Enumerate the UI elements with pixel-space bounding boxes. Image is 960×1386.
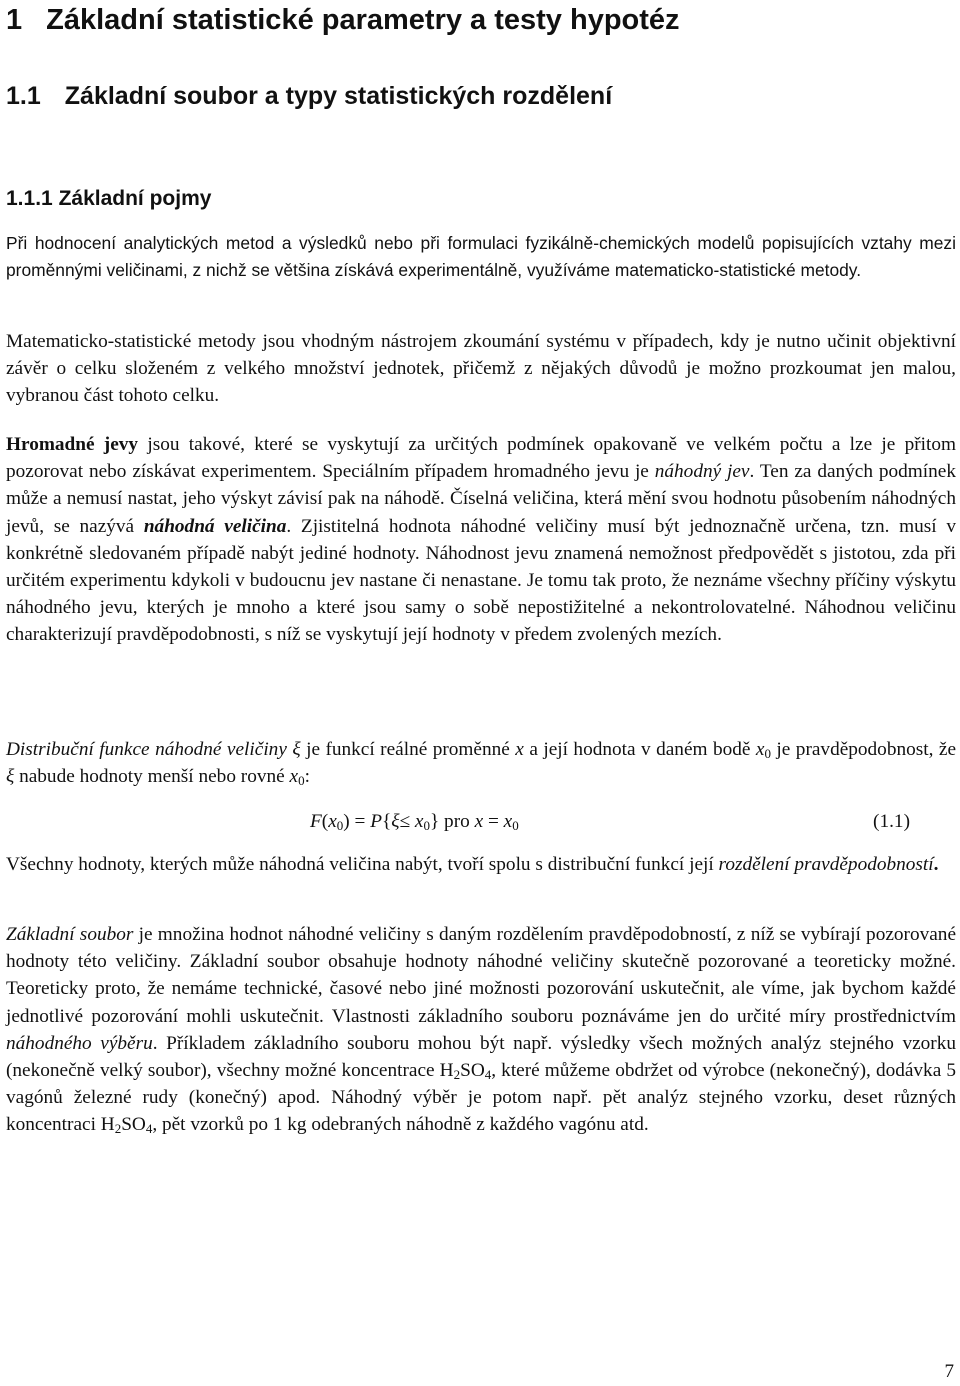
paragraph-probability-distribution — [6, 851, 956, 878]
eq-symbol: ξ — [391, 811, 400, 832]
eq-symbol: x — [414, 811, 424, 832]
paragraph-text: , které můžeme obdržet od výrobce (nekonečný), dodávka 5 vagónů železné rudy (konečný) apod. Náhodný výběr je potom např. pět analýz stejného vzorku, deset různých koncentraci — [6, 1060, 956, 1136]
paragraph-text: a její hodnota v daném bodě — [523, 739, 756, 760]
subscript: 0 — [764, 746, 771, 761]
subsection-title: Základní pojmy — [58, 187, 212, 210]
page-number: 7 — [944, 1361, 954, 1382]
variable-x0: x — [755, 739, 765, 760]
paragraph-text: jsou takové, které se vyskytují za určitých podmínek opakovaně ve velkém počtu a lze je přitom pozorovat nebo získávat experimentem. Speciálním případem hromadného jevu je — [6, 434, 956, 483]
paragraph-text: je množina hodnot náhodné veličiny s daným rozdělením pravděpodobností, z níž se vybírají pozorované hodnoty této veličiny. Základní soubor obsahuje hodnoty náhodné veličiny skutečně pozorované a teoreticky možné. Teoreticky proto, že nemáme technické, časové nebo jiné možnosti pozorování uskutečnit, ale víme, jak bychom každé jednotlivé pozorování mohli uskutečnit. Vlastnosti základního souboru poznáváme jen do určité míry prostřednictvím — [6, 924, 956, 1027]
eq-symbol: } pro — [429, 811, 475, 832]
eq-symbol: ) = — [343, 811, 371, 832]
subscript: 4 — [145, 1121, 153, 1137]
eq-symbol: P — [370, 811, 382, 832]
term-mass-phenomena: Hromadné jevy — [6, 434, 139, 455]
paragraph-text: . Zjistitelná hodnota náhodné veličiny musí být jednoznačně určena, tzn. musí v konkrétně sledovaném případě nabýt jediné hodnoty. Náhodnost jevu znamená nemožnost předpovědět s jistotou, zda při určitém experimentu kdykoli v budoucnu jev nastane či nenastane. Je tomu tak proto, že neznáme všechny příčiny výskytu náhodného jevu, kterých je mnoho a které jsou samy o sobě nepostižitelné a nekontrolovatelné. Náhodnou veličinu charakterizují pravděpodobnosti, s níž se vyskytují její hodnoty v předem zvolených mezích. — [6, 515, 956, 646]
equation-block — [6, 808, 956, 836]
equation-number: (1.1) — [873, 811, 910, 832]
chem-part: SO — [460, 1060, 485, 1082]
chem-formula — [440, 1060, 492, 1081]
chapter-number: 1 — [6, 4, 23, 36]
eq-symbol: = — [483, 811, 504, 832]
paragraph-text: nabude hodnoty menší nebo rovné — [14, 766, 290, 788]
chem-part: SO — [121, 1114, 146, 1136]
subscript: 0 — [298, 773, 305, 789]
paragraph-distribution-function — [6, 736, 956, 790]
variable-x0: x — [289, 766, 299, 788]
chapter-title: Základní statistické parametry a testy hypotéz — [46, 4, 680, 36]
paragraph-population — [6, 921, 956, 1139]
paragraph-text: . Příkladem základního souboru mohou být např. výsledky všech možných analýz stejného vzorku (nekonečně velký soubor), všechny možné koncentrace — [6, 1032, 956, 1082]
term-probability-distribution: rozdělení pravděpodobností — [718, 854, 934, 875]
section-number: 1.1 — [6, 82, 41, 110]
xi-symbol: ξ — [292, 739, 301, 760]
eq-symbol: ( — [321, 811, 329, 832]
subscript: 2 — [453, 1067, 461, 1083]
section-heading — [6, 80, 956, 112]
term-random-sample: náhodného výběru — [6, 1032, 153, 1054]
eq-symbol: F — [310, 811, 322, 832]
eq-symbol: x — [503, 811, 513, 832]
paragraph-text: . — [933, 854, 939, 875]
term-random-event: náhodný jev — [654, 461, 750, 483]
xi-symbol: ξ — [6, 766, 15, 788]
subscript: 0 — [336, 818, 344, 833]
chem-part: H — [439, 1060, 454, 1082]
subscript: 0 — [423, 818, 430, 833]
paragraph-text: , pět vzorků po 1 kg odebraných náhodně z každého vagónu atd. — [152, 1114, 649, 1136]
subscript: 0 — [512, 818, 519, 833]
term-distribution-function: Distribuční funkce náhodné veličiny — [6, 739, 287, 760]
term-random-variable: náhodná veličina — [143, 515, 287, 537]
subscript: 2 — [114, 1121, 122, 1137]
term-population: Základní soubor — [6, 924, 134, 945]
subsection-number: 1.1.1 — [6, 187, 53, 210]
paragraph-text: . Ten za daných podmínek může a nemusí nastat, jeho výskyt závisí pak na náhodě. Číselná veličina, která mění svou hodnotu působením náhodných jevů, se nazývá — [6, 461, 956, 537]
chem-formula — [101, 1114, 153, 1135]
paragraph-text: je pravděpodobnost, že — [770, 739, 957, 760]
paragraph-mass-phenomena — [6, 431, 956, 649]
eq-symbol: x — [474, 811, 484, 832]
section-title: Základní soubor a typy statistických rozdělení — [64, 82, 613, 110]
paragraph-text: je funkcí reálné proměnné — [300, 739, 516, 760]
paragraph-text: Všechny hodnoty, kterých může náhodná veličina nabýt, tvoří spolu s distribuční funkcí její — [6, 854, 719, 875]
chem-part: H — [100, 1114, 115, 1136]
subsection-heading — [6, 185, 956, 213]
paragraph-text: : — [304, 766, 310, 788]
chapter-heading — [6, 2, 956, 38]
paragraph-methods: Matematicko-statistické metody jsou vhodným nástrojem zkoumání systému v případech, kdy je nutno učinit objektivní závěr o celku složeném z velkého množství jednotek, přičemž z nějakých důvodů je možno prozkoumat jen malou, vybranou část tohoto celku. — [6, 331, 956, 407]
equation — [310, 808, 519, 835]
variable-x: x — [515, 739, 524, 760]
eq-symbol: x — [328, 811, 337, 832]
subscript: 4 — [484, 1067, 492, 1083]
eq-symbol: ≤ — [399, 811, 415, 832]
eq-symbol: { — [381, 811, 392, 832]
paragraph-intro: Při hodnocení analytických metod a výsledků nebo při formulaci fyzikálně-chemických modelů popisujících vztahy mezi proměnnými veličinami, z nichž se většina získává experimentálně, využíváme matematicko-statistické metody. — [6, 233, 956, 281]
